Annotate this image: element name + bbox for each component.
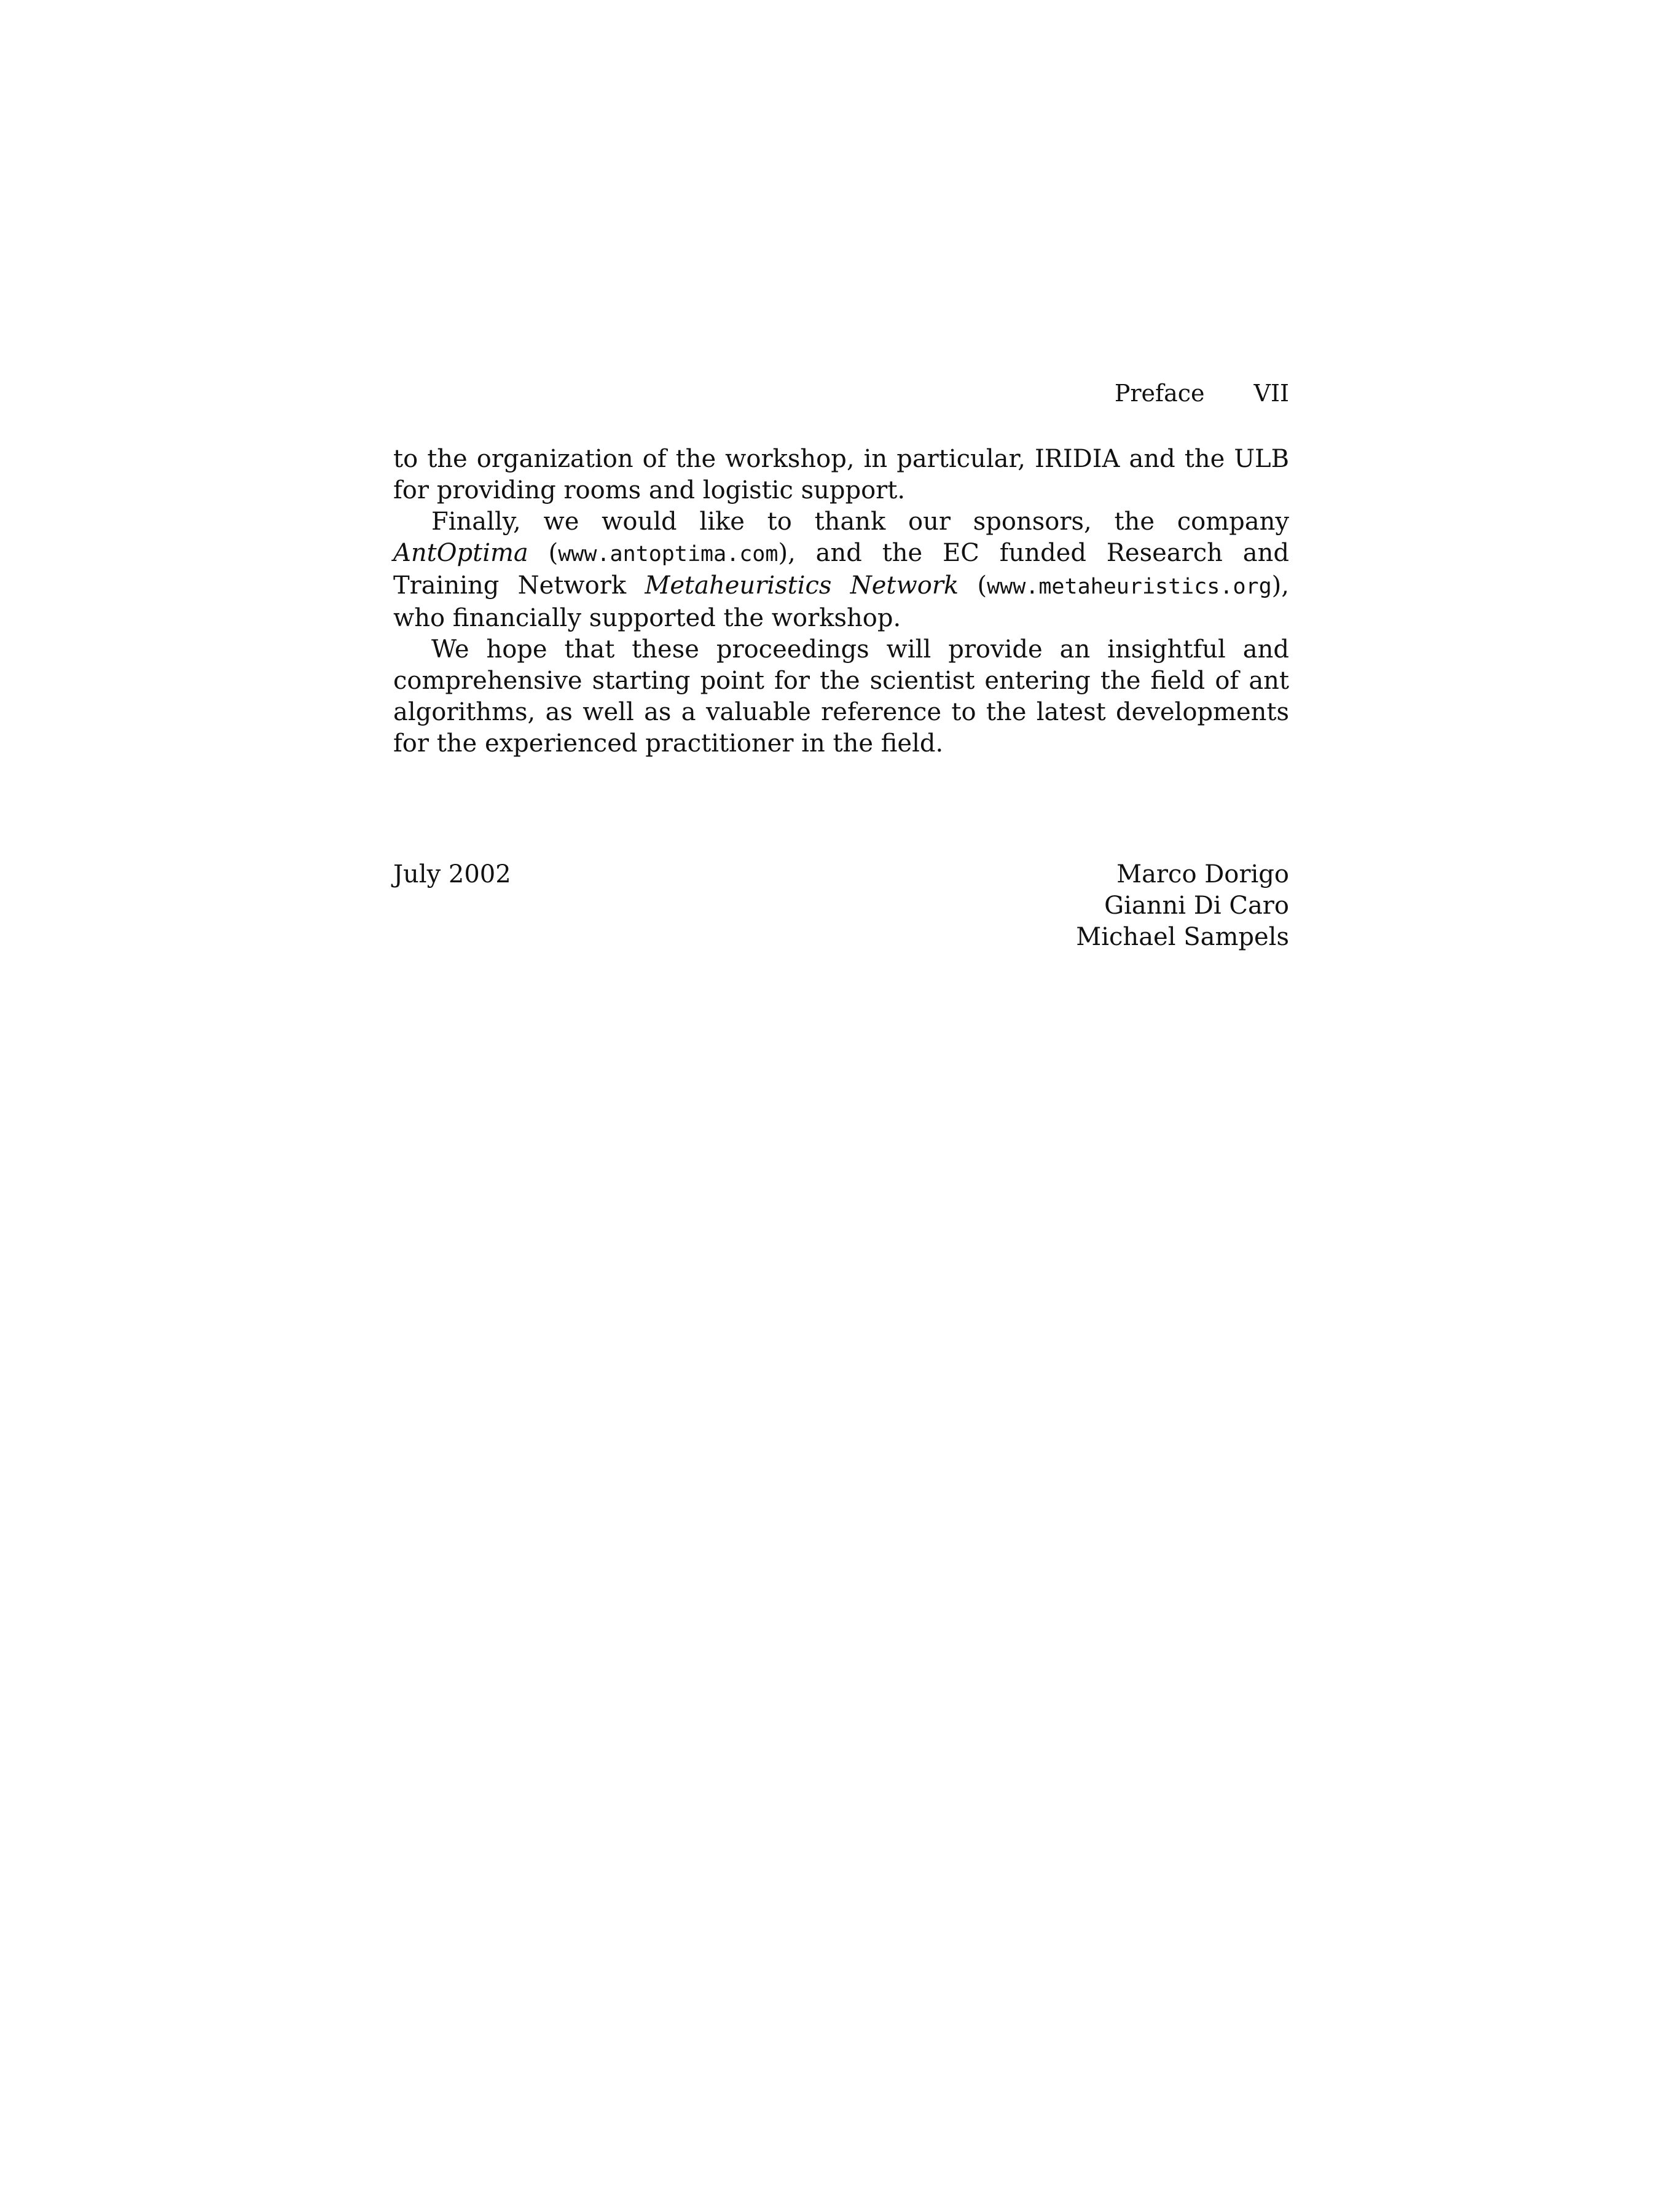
sponsor-company-url[interactable]: www.antoptima.com	[558, 542, 779, 567]
author-name: Michael Sampels	[1076, 923, 1289, 951]
header-page-number: VII	[1253, 380, 1289, 407]
signoff-date: July 2002	[393, 860, 511, 888]
header-section-title: Preface	[1114, 380, 1205, 407]
author-list	[1076, 859, 1289, 953]
preface-body	[393, 444, 1289, 759]
paragraph-hope: We hope that these proceedings will provide an insightful and comprehensive starting point for the scientist entering the field of ant algorithms, as well as a valuable reference to the latest developments for the experienced practitioner in the field.	[393, 635, 1289, 758]
running-header	[393, 378, 1289, 409]
sponsors-text-c: ), and the EC funded Research and Training Network	[393, 539, 1289, 600]
author-name: Marco Dorigo	[1116, 860, 1289, 888]
paragraph-sponsors	[393, 506, 1289, 634]
sponsors-text-e: ), who financially supported the workshop.	[393, 571, 1289, 632]
sponsor-company-name: AntOptima	[393, 539, 528, 567]
sponsor-network-url[interactable]: www.metaheuristics.org	[987, 575, 1272, 599]
sponsors-text-d: (	[959, 571, 987, 600]
sponsors-text-a: Finally, we would like to thank our sponsors, the company	[431, 508, 1289, 536]
paragraph-continued: to the organization of the workshop, in particular, IRIDIA and the ULB for providing rooms and logistic support.	[393, 445, 1289, 504]
sponsors-text-b: (	[528, 539, 559, 567]
sponsor-network-name: Metaheuristics Network	[645, 571, 959, 600]
author-name: Gianni Di Caro	[1104, 892, 1289, 920]
